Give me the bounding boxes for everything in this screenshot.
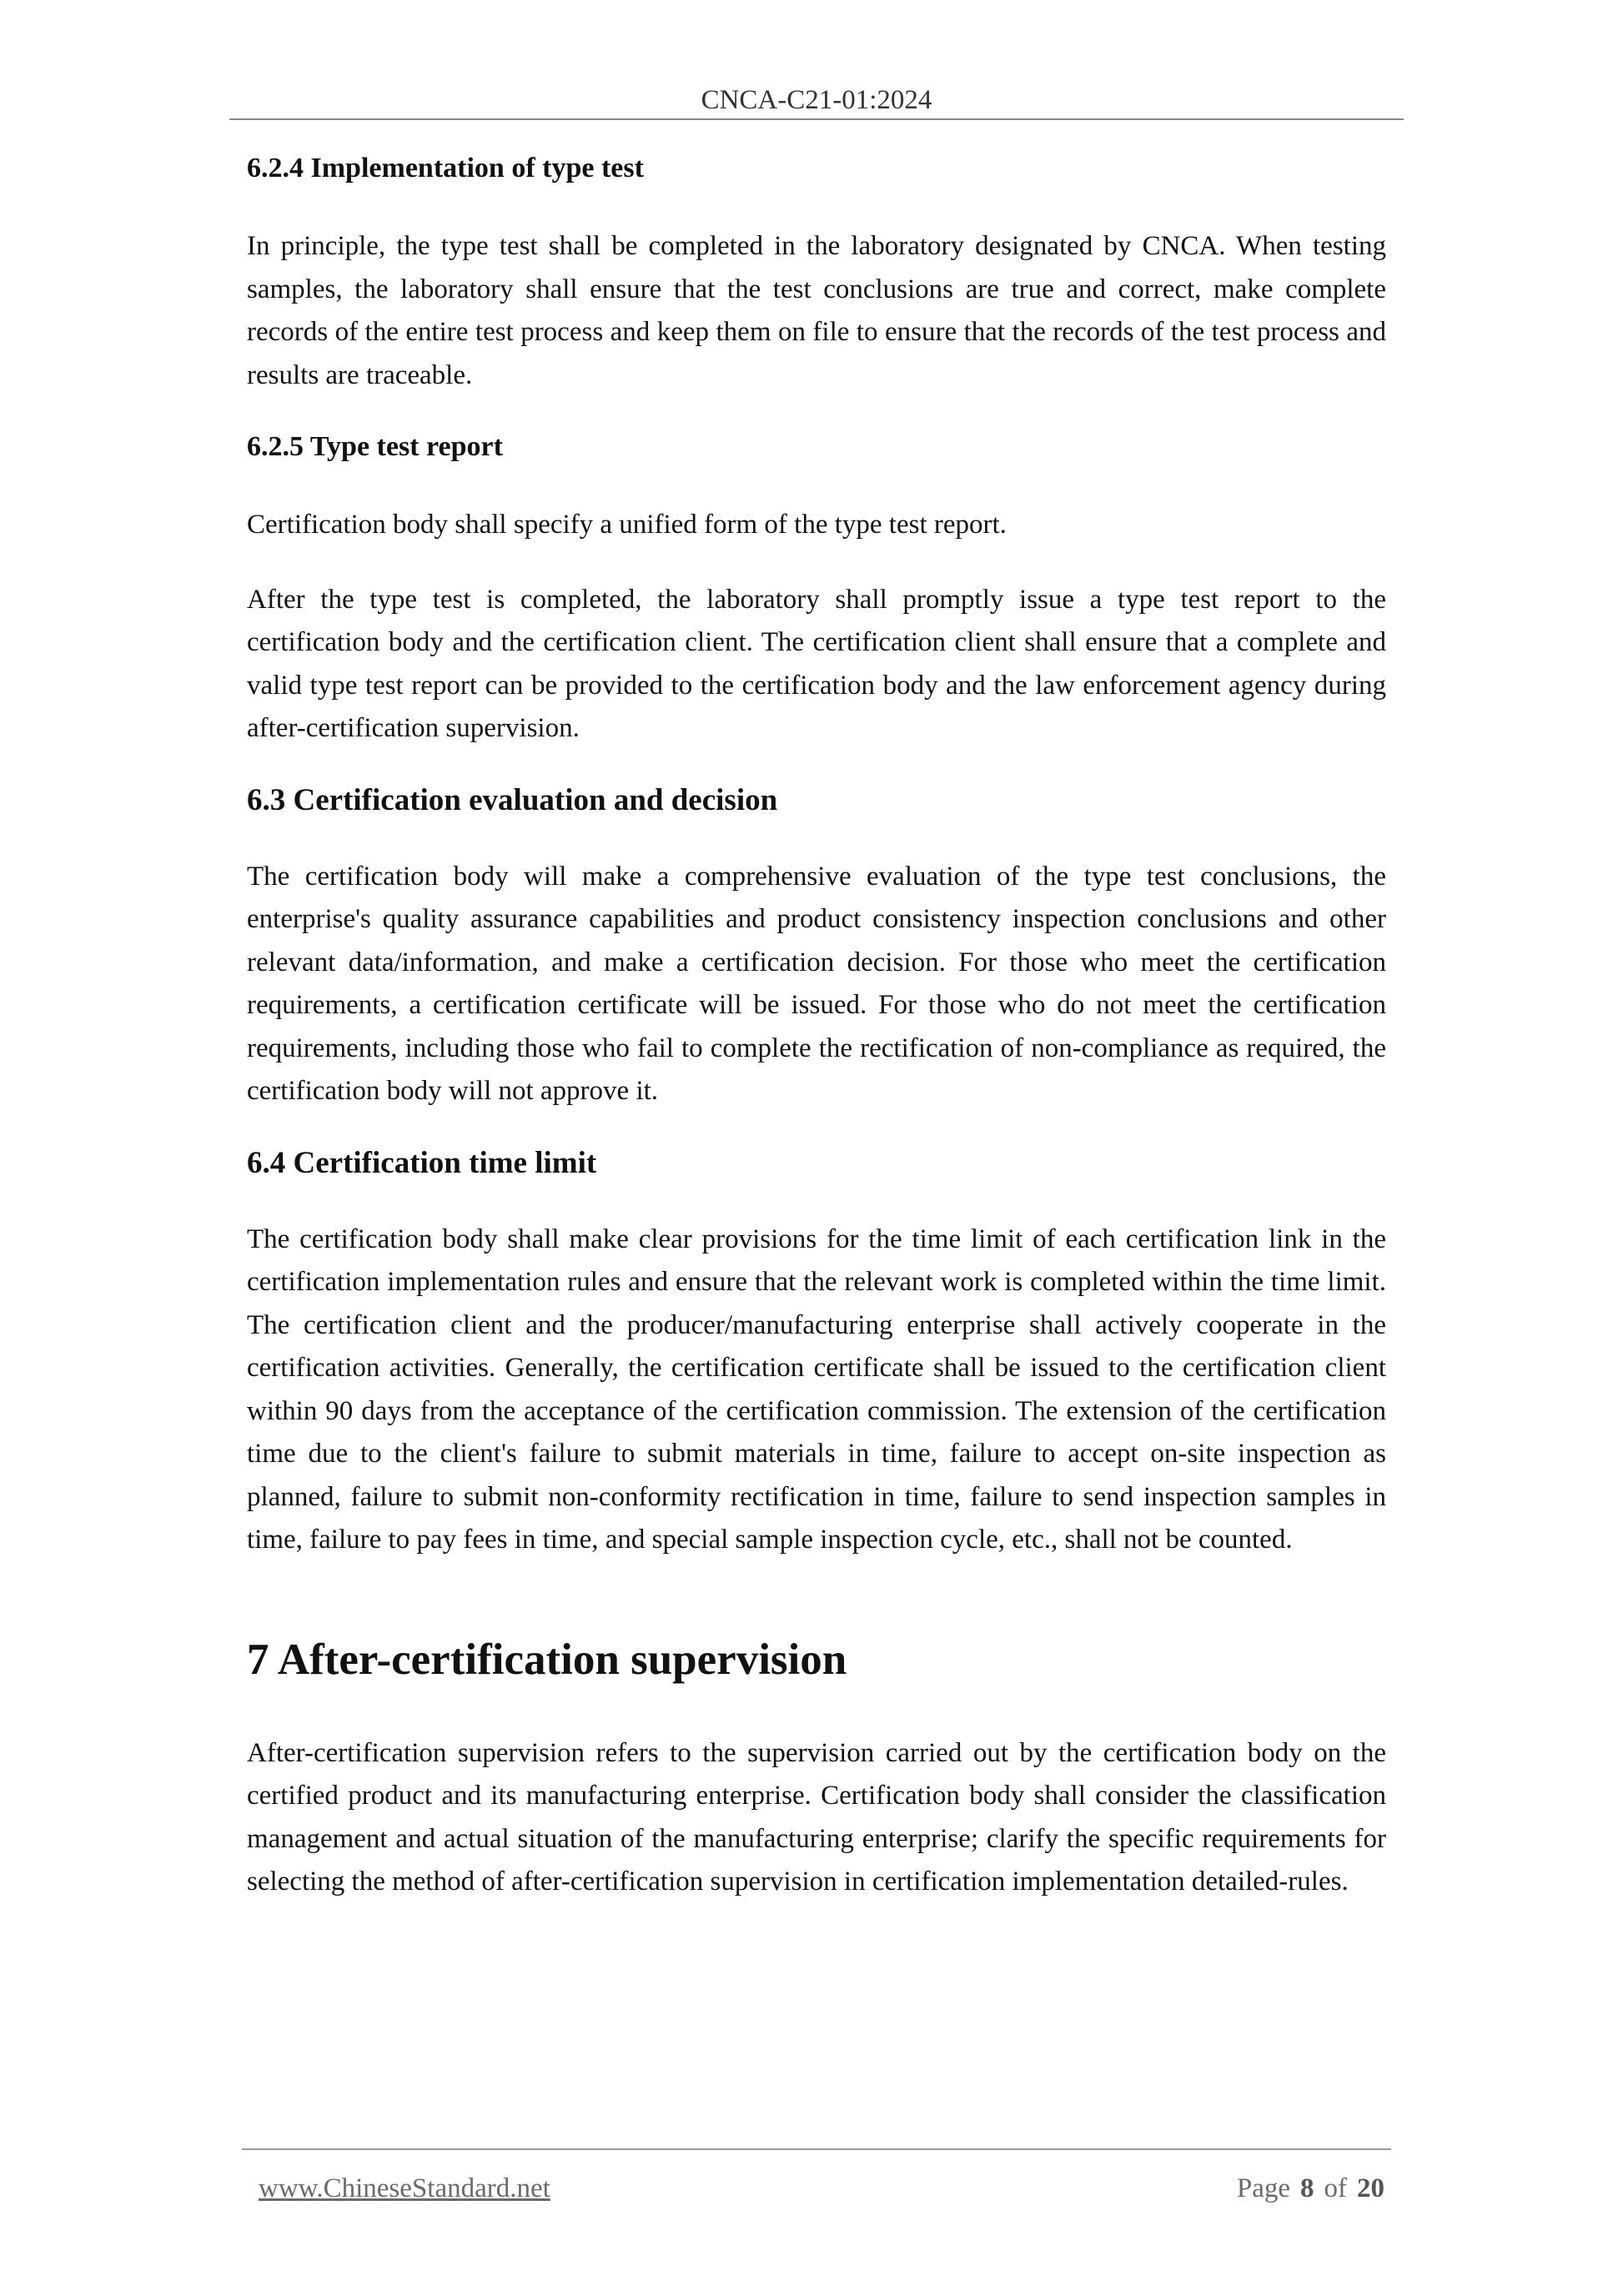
section-heading-6-2-5: 6.2.5 Type test report	[247, 431, 503, 462]
page-current: 8	[1300, 2173, 1314, 2203]
paragraph-6-4: The certification body shall make clear provisions for the time limit of each certification link in the certification implementation rules and ensure that the relevant work is completed within the time limit. The certification client and the producer/manufacturing enterprise shall actively cooperate in the certification activities. Generally, the certification certificate shall be issued to the certification client within 90 days from the acceptance of the certification commission. The extension of the certification time due to the client's failure to submit materials in time, failure to accept on-site inspection as planned, failure to submit non-conformity rectification in time, failure to send inspection samples in time, failure to pay fees in time, and special sample inspection cycle, etc., shall not be counted.	[247, 1223, 1386, 1555]
document-code: CNCA-C21-01:2024	[701, 85, 932, 115]
section-heading-6-3: 6.3 Certification evaluation and decision	[247, 782, 778, 817]
page-of-label: of	[1324, 2173, 1347, 2203]
paragraph-6-2-4: In principle, the type test shall be completed in the laboratory designated by CNCA. When testing samples, the laboratory shall ensure that the test conclusions are true and correct, make complete records of the entire test process and keep them on file to ensure that the records of the test process and results are traceable.	[247, 231, 1386, 390]
document-body	[247, 150, 1386, 1904]
page-indicator	[1237, 2170, 1384, 2207]
paragraph-6-2-5-b: After the type test is completed, the laboratory shall promptly issue a type test report to the certification body and the certification client. The certification client shall ensure that a complete and valid type test report can be provided to the certification body and the law enforcement agency during after-certification supervision.	[247, 584, 1386, 743]
paragraph-7: After-certification supervision refers to the supervision carried out by the certification body on the certified product and its manufacturing enterprise. Certification body shall consider the classification management and actual situation of the manufacturing enterprise; clarify the specific requirements for selecting the method of after-certification supervision in certification implementation detailed-rules.	[247, 1737, 1386, 1897]
paragraph-6-2-5-a: Certification body shall specify a unified form of the type test report.	[247, 510, 1007, 540]
page-footer	[242, 2148, 1391, 2203]
website-link[interactable]: www.ChineseStandard.net	[259, 2173, 550, 2203]
page-total: 20	[1357, 2173, 1384, 2203]
section-heading-6-2-4: 6.2.4 Implementation of type test	[247, 153, 644, 183]
section-heading-6-4: 6.4 Certification time limit	[247, 1145, 597, 1180]
chapter-heading-7: 7 After-certification supervision	[247, 1635, 847, 1684]
page-header	[229, 82, 1404, 120]
paragraph-6-3: The certification body will make a comprehensive evaluation of the type test conclusions, the enterprise's quality assurance capabilities and product consistency inspection conclusions and other relevant data/information, and make a certification decision. For those who meet the certification requirements, a certification certificate will be issued. For those who do not meet the certification requirements, including those who fail to complete the rectification of non-compliance as required, the certification body will not approve it.	[247, 861, 1386, 1106]
page-label: Page	[1236, 2173, 1290, 2203]
